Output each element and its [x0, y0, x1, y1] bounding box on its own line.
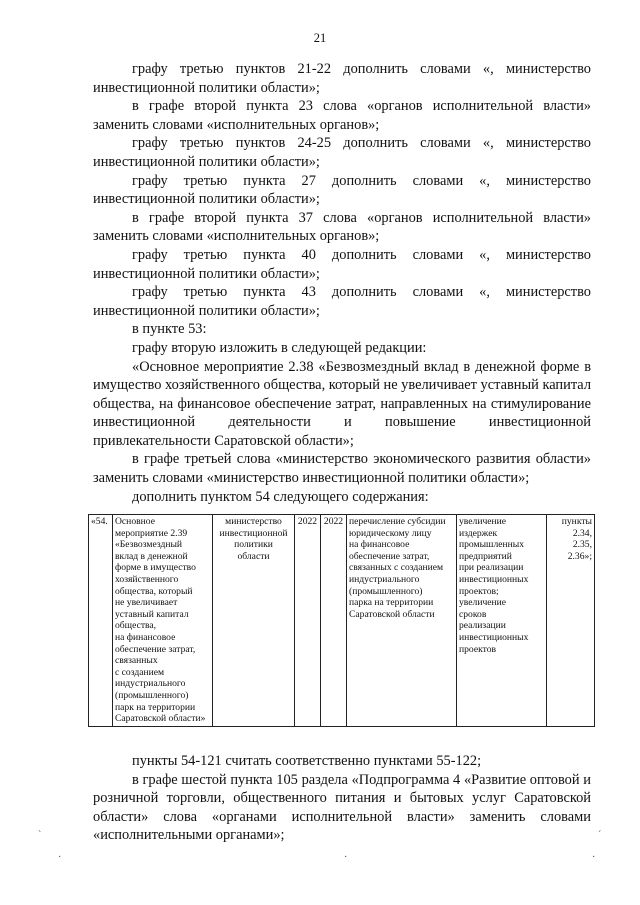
- cell-line: предприятий: [459, 550, 512, 562]
- paragraph: графу третью пунктов 21-22 дополнить словами «, министерство инвестиционной политики области»;: [93, 61, 591, 96]
- scan-mark: ˊ: [598, 830, 602, 841]
- program-events-table: [88, 514, 595, 727]
- table-row: [89, 515, 595, 727]
- paragraph: в графе третьей слова «министерство экономического развития области» заменить словами «министерство инвестиционной политики области»;: [93, 451, 591, 487]
- cell-line: на финансовое: [349, 539, 410, 551]
- cell-line: хозяйственного: [115, 573, 179, 585]
- cell-line: инвестиционных: [459, 573, 529, 585]
- cell-line: Основное: [115, 516, 155, 527]
- cell-line: издержек: [459, 527, 498, 539]
- amendments-text-top: [93, 60, 591, 506]
- cell-line: юридическому лицу: [349, 527, 432, 539]
- cell-line: 2.36»;: [567, 550, 592, 562]
- cell-line: министерство: [225, 516, 282, 527]
- cell-line: обеспечение затрат,: [349, 550, 430, 562]
- paragraph: графу третью пункта 40 дополнить словами «, министерство инвестиционной политики области»;: [93, 246, 591, 282]
- cell-line: индустриального: [115, 678, 186, 690]
- cell-line: обеспечение затрат,: [115, 643, 196, 655]
- cell-line: на финансовое: [115, 631, 176, 643]
- paragraph: в графе шестой пункта 105 раздела «Подпрограмма 4 «Развитие оптовой и розничной торговли, общественного питания и бытовых услуг Саратовской области» слова «органами исполнительной власти» заменить словами «исполнительными органами»;: [93, 771, 591, 844]
- scan-mark: ˋ: [38, 830, 42, 841]
- cell-line: пункты: [561, 516, 592, 527]
- scan-mark: ·: [344, 852, 348, 863]
- inserted-row-table-wrap: [88, 514, 594, 727]
- paragraph: в графе второй пункта 23 слова «органов исполнительной власти» заменить словами «исполнительных органов»;: [93, 98, 591, 133]
- cell-line: не увеличивает: [115, 597, 178, 609]
- cell-line: области: [237, 550, 270, 562]
- paragraph: графу третью пункта 27 дополнить словами «, министерство инвестиционной политики области»;: [93, 172, 591, 208]
- cell-line: уставный капитал: [115, 608, 189, 620]
- cell-line: увеличение: [459, 597, 507, 609]
- cell-description: [347, 515, 457, 727]
- cell-line: инвестиционных: [459, 631, 529, 643]
- cell-line: увеличение: [459, 516, 507, 527]
- cell-line: индустриального: [349, 573, 420, 585]
- cell-line: перечисление субсидии: [349, 516, 446, 527]
- cell-line: форме в имущество: [115, 562, 196, 574]
- paragraph: графу вторую изложить в следующей редакции:: [132, 339, 427, 356]
- cell-line: общества, который: [115, 585, 193, 597]
- cell-result: [457, 515, 547, 727]
- cell-executor: [213, 515, 295, 727]
- cell-line: промышленных: [459, 539, 525, 551]
- paragraph: графу третью пункта 43 дополнить словами «, министерство инвестиционной политики области»;: [93, 284, 591, 319]
- cell-year-start: 2022: [295, 515, 321, 727]
- paragraph: пункты 54-121 считать соответственно пунктами 55-122;: [132, 753, 482, 769]
- paragraph: дополнить пунктом 54 следующего содержания:: [132, 488, 429, 505]
- cell-line: (промышленного): [349, 585, 423, 597]
- cell-line: политики: [234, 539, 273, 551]
- paragraph: в графе второй пункта 37 слова «органов исполнительной власти» заменить словами «исполнительных органов»;: [93, 209, 591, 245]
- cell-line: связанных: [115, 655, 158, 667]
- cell-line: парк на территории: [115, 701, 196, 713]
- paragraph: в пункте 53:: [132, 321, 207, 338]
- cell-line: парка на территории: [349, 597, 434, 609]
- cell-line: вклад в денежной: [115, 550, 188, 562]
- cell-line: общества,: [115, 620, 157, 632]
- cell-line: инвестиционной: [219, 527, 288, 539]
- cell-line: Саратовской области»: [115, 713, 206, 725]
- cell-line: «Безвозмездный: [115, 539, 183, 551]
- cell-line: мероприятие 2.39: [115, 527, 188, 539]
- scan-mark: ·: [58, 852, 62, 863]
- cell-points: [547, 515, 595, 727]
- cell-line: сроков: [459, 608, 487, 620]
- cell-line: реализации: [459, 620, 506, 632]
- cell-line: проектов: [459, 643, 497, 655]
- cell-line: при реализации: [459, 562, 524, 574]
- cell-line: с созданием: [115, 666, 165, 678]
- cell-line: проектов;: [459, 585, 499, 597]
- cell-line: 2.34,: [572, 527, 592, 539]
- cell-line: (промышленного): [115, 689, 189, 701]
- cell-number: «54.: [89, 515, 113, 727]
- cell-line: 2.35,: [572, 539, 592, 551]
- cell-line: связанных с созданием: [349, 562, 444, 574]
- paragraph: графу третью пунктов 24-25 дополнить словами «, министерство инвестиционной политики области»;: [93, 135, 591, 170]
- cell-event: [113, 515, 213, 727]
- scan-mark: ·: [592, 852, 596, 863]
- page-number: 21: [313, 31, 327, 45]
- paragraph: «Основное мероприятие 2.38 «Безвозмездный вклад в денежной форме в имущество хозяйственного общества, который не увеличивает уставный капитал общества, на финансовое обеспечение затрат, направленных на стимулирование инвестиционной деятельности и повышение инвестиционной привлекательности Саратовской области»;: [93, 358, 591, 449]
- cell-year-end: 2022: [321, 515, 347, 727]
- cell-line: Саратовской области: [349, 608, 435, 620]
- amendments-text-bottom: [93, 752, 591, 845]
